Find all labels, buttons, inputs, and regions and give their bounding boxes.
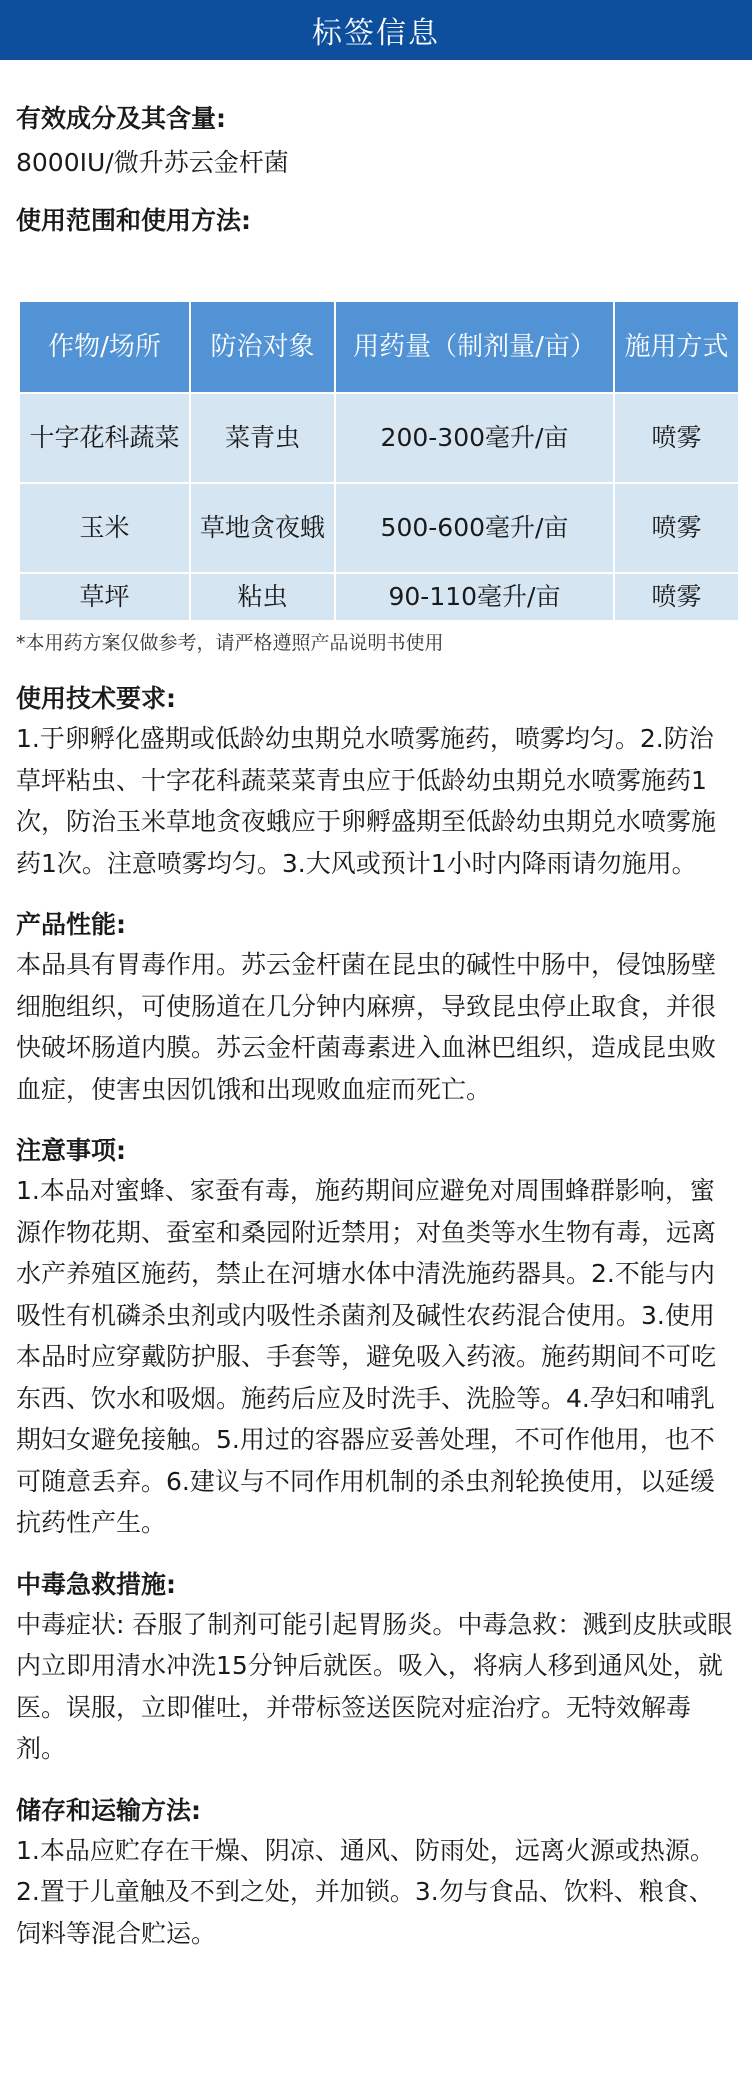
table-row <box>19 393 739 483</box>
active-ingredient-value: 8000IU/微升苏云金杆菌 <box>16 148 289 177</box>
label-content <box>0 100 752 1954</box>
first-aid-body: 中毒症状: 吞服了制剂可能引起胃肠炎。中毒急救：溅到皮肤或眼内立即用清水冲洗15分钟后就医。吸入，将病人移到通风处，就医。误服，立即催吐，并带标签送医院对症治疗。无特效解毒剂。 <box>16 1609 733 1763</box>
table-cell: 十字花科蔬菜 <box>19 393 190 483</box>
precautions-body: 1.本品对蜜蜂、家蚕有毒，施药期间应避免对周围蜂群影响，蜜源作物花期、蚕室和桑园附近禁用；对鱼类等水生物有毒，远离水产养殖区施药，禁止在河塘水体中清洗施药器具。2.不能与内吸性有机磷杀虫剂或内吸性杀菌剂及碱性农药混合使用。3.使用本品时应穿戴防护服、手套等，避免吸入药液。施药期间不可吃东西、饮水和吸烟。施药后应及时洗手、洗脸等。4.孕妇和哺乳期妇女避免接触。5.用过的容器应妥善处理，不可作他用，也不可随意丢弃。6.建议与不同作用机制的杀虫剂轮换使用，以延缓抗药性产生。 <box>16 1176 717 1537</box>
first-aid-title: 中毒急救措施: <box>16 1569 176 1599</box>
storage-body: 1.本品应贮存在干燥、阴凉、通风、防雨处，远离火源或热源。2.置于儿童触及不到之处，并加锁。3.勿与食品、饮料、粮食、饲料等混合贮运。 <box>16 1835 715 1948</box>
first-aid-section <box>16 1566 736 1770</box>
precautions-title: 注意事项: <box>16 1136 126 1165</box>
usage-note: *本用药方案仅做参考，请严格遵照产品说明书使用 <box>16 632 444 654</box>
page-title: 标签信息 <box>312 16 440 51</box>
column-header-dosage: 用药量（制剂量/亩） <box>335 301 614 393</box>
column-header-crop: 作物/场所 <box>19 301 190 393</box>
usage-title: 使用范围和使用方法: <box>16 206 251 235</box>
table-cell: 喷雾 <box>614 483 739 573</box>
table-cell: 玉米 <box>19 483 190 573</box>
table-row <box>19 573 739 621</box>
performance-section <box>16 906 736 1110</box>
storage-section <box>16 1792 736 1955</box>
table-cell: 500-600毫升/亩 <box>335 483 614 573</box>
precautions-section <box>16 1132 736 1544</box>
usage-table-header-row <box>19 301 739 393</box>
usage-section <box>16 202 736 656</box>
active-ingredient-title: 有效成分及其含量: <box>16 104 226 133</box>
performance-title: 产品性能: <box>16 910 126 939</box>
table-cell: 草地贪夜蛾 <box>190 483 335 573</box>
table-cell: 喷雾 <box>614 573 739 621</box>
table-cell: 菜青虫 <box>190 393 335 483</box>
column-header-method: 施用方式 <box>614 301 739 393</box>
table-cell: 200-300毫升/亩 <box>335 393 614 483</box>
active-ingredient-section <box>16 100 736 182</box>
usage-table <box>18 300 740 622</box>
table-cell: 90-110毫升/亩 <box>335 573 614 621</box>
performance-body: 本品具有胃毒作用。苏云金杆菌在昆虫的碱性中肠中，侵蚀肠壁细胞组织，可使肠道在几分钟内麻痹，导致昆虫停止取食，并很快破坏肠道内膜。苏云金杆菌毒素进入血淋巴组织，造成昆虫败血症，使害虫因饥饿和出现败血症而死亡。 <box>16 950 717 1104</box>
storage-title: 储存和运输方法: <box>16 1795 201 1825</box>
technical-section <box>16 680 736 884</box>
column-header-target: 防治对象 <box>190 301 335 393</box>
table-row <box>19 483 739 573</box>
technical-body: 1.于卵孵化盛期或低龄幼虫期兑水喷雾施药，喷雾均匀。2.防治草坪粘虫、十字花科蔬菜菜青虫应于低龄幼虫期兑水喷雾施药1次，防治玉米草地贪夜蛾应于卵孵盛期至低龄幼虫期兑水喷雾施药1次。注意喷雾均匀。3.大风或预计1小时内降雨请勿施用。 <box>16 724 717 878</box>
technical-title: 使用技术要求: <box>16 684 176 713</box>
page-header <box>0 0 752 60</box>
table-cell: 草坪 <box>19 573 190 621</box>
table-cell: 喷雾 <box>614 393 739 483</box>
table-cell: 粘虫 <box>190 573 335 621</box>
